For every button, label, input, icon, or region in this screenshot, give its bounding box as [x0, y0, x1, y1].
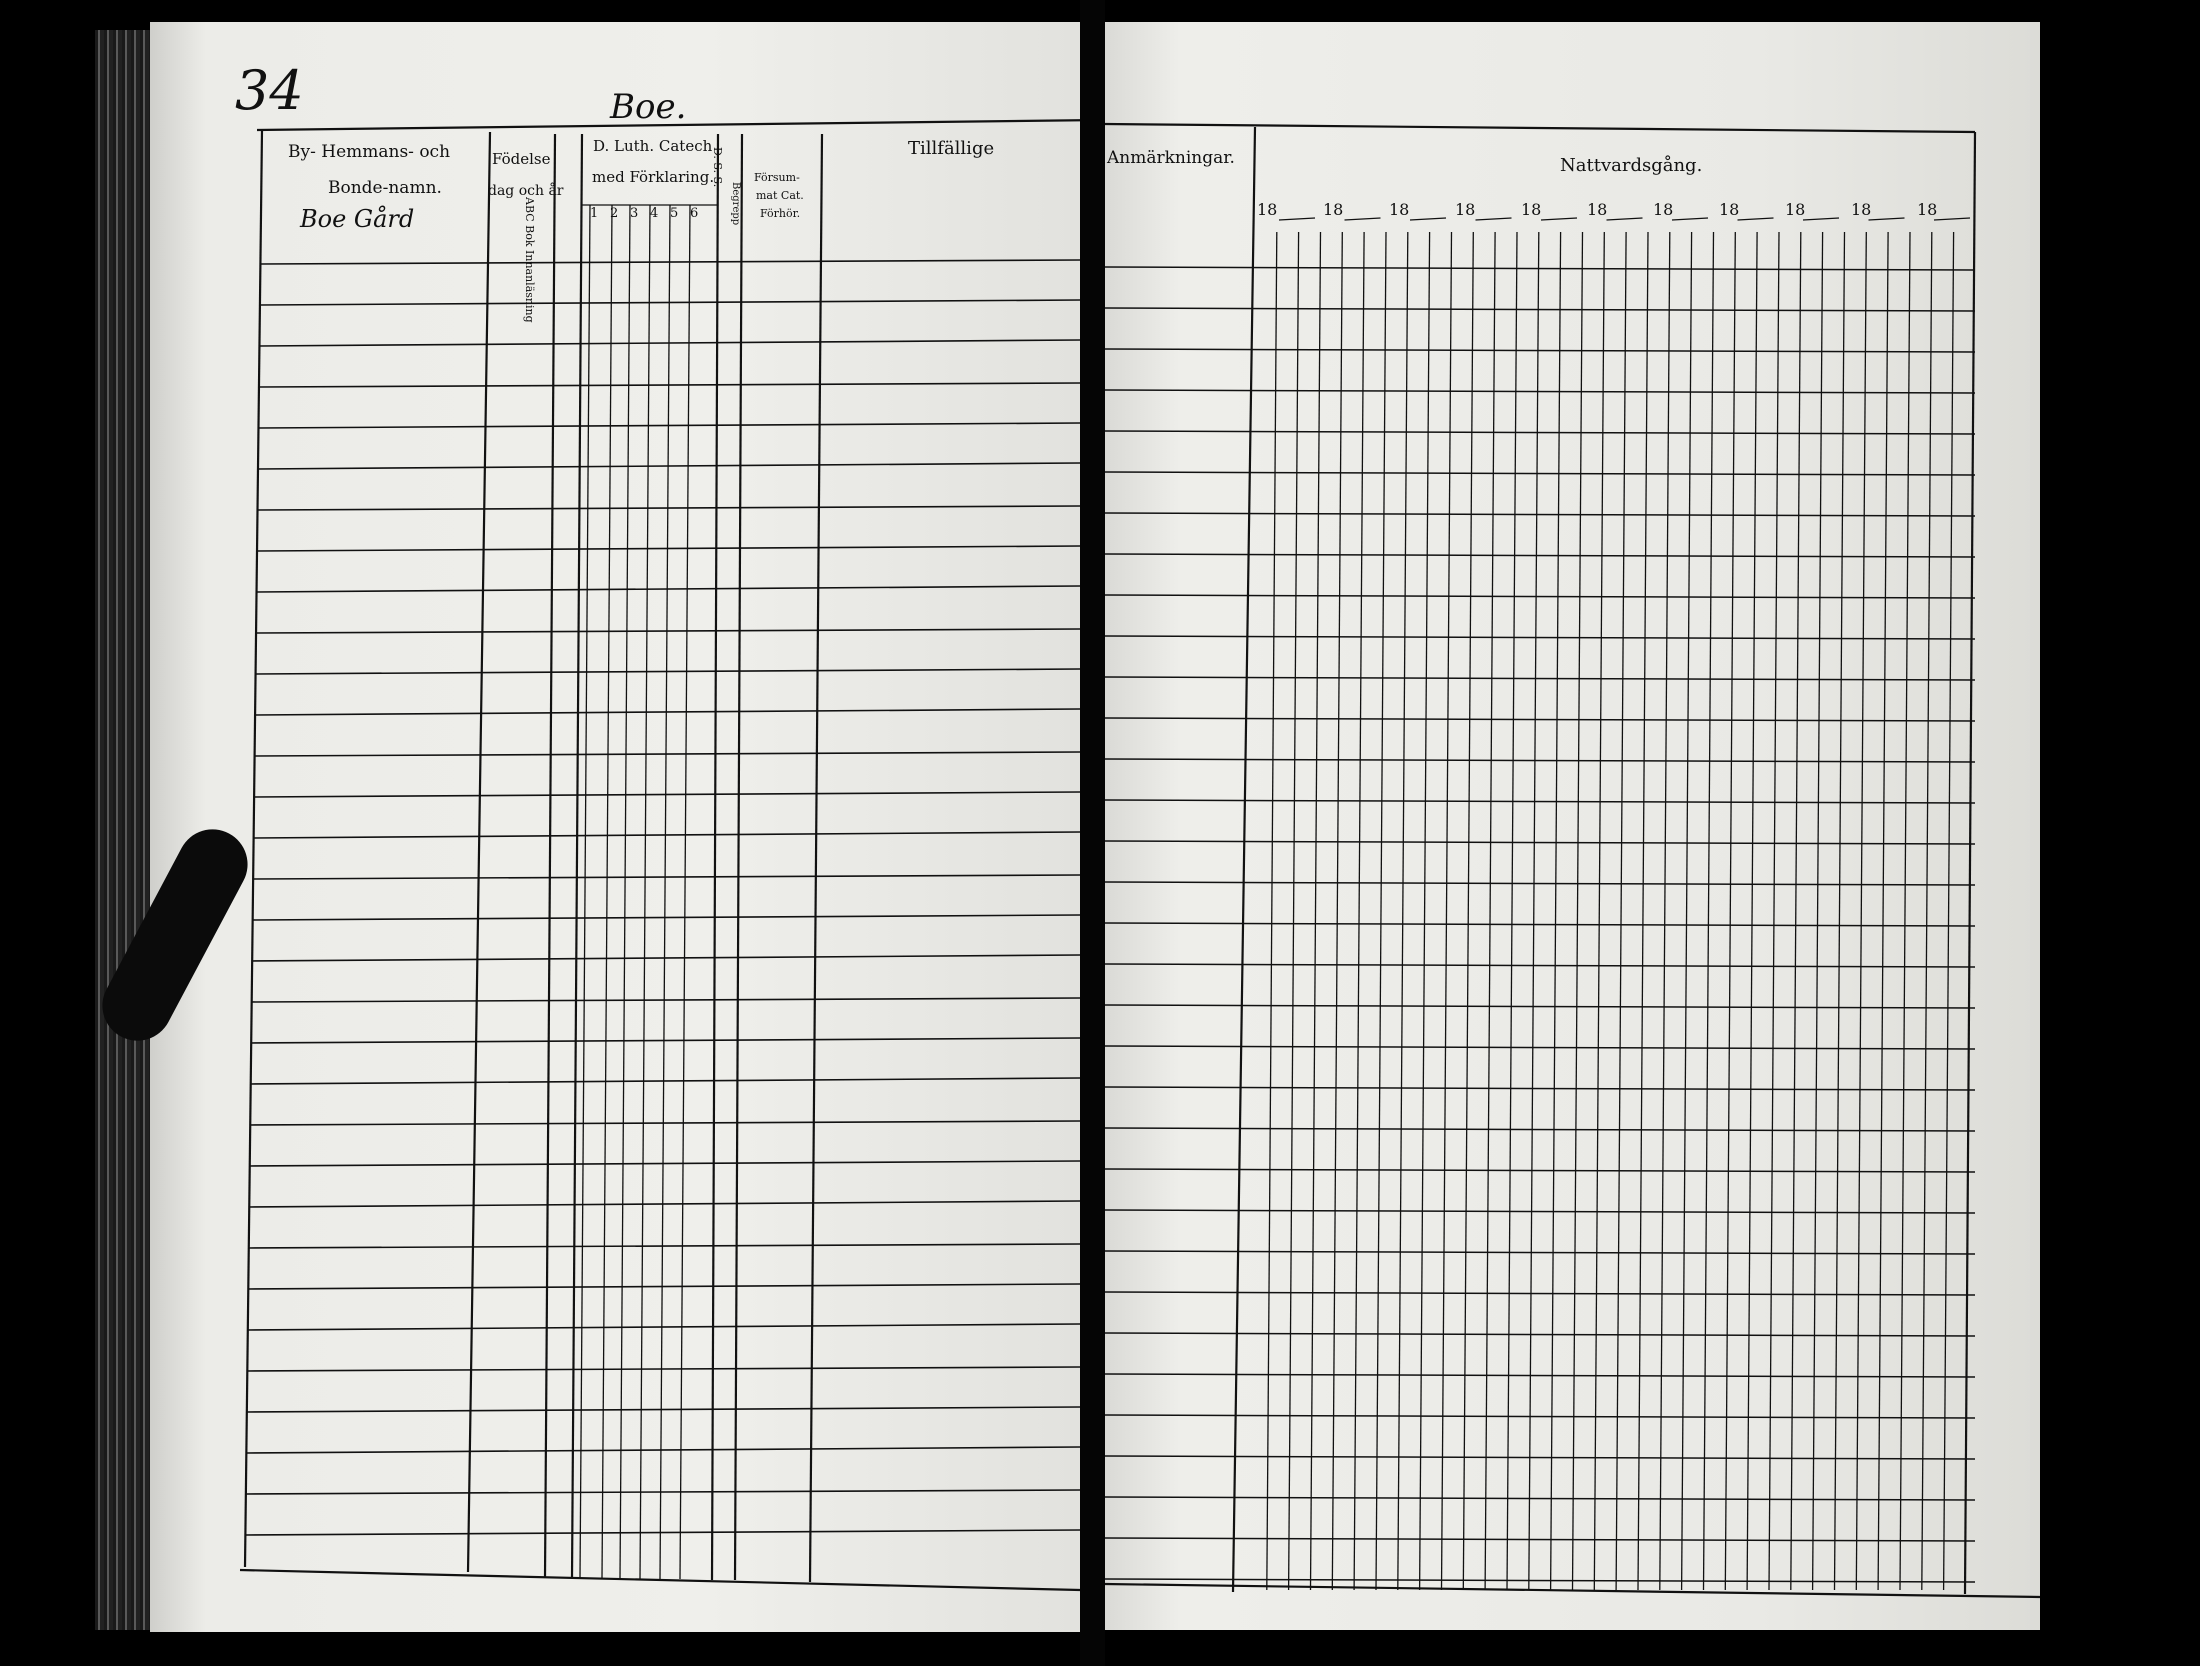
ruled-line — [1105, 1128, 1975, 1131]
ruled-line — [249, 1244, 1080, 1248]
ruled-line — [255, 669, 1080, 674]
left-page — [150, 22, 1080, 1632]
year-header-row — [1255, 202, 1975, 226]
ruled-line — [1105, 1292, 1975, 1295]
book-spine — [1080, 0, 1105, 1666]
ruled-line — [1105, 636, 1975, 639]
ruled-line — [1105, 595, 1975, 598]
header-birth-line2: dag och år — [488, 183, 564, 199]
ruled-line — [1105, 390, 1975, 393]
ruled-line — [256, 629, 1080, 633]
catech-number: 4 — [650, 206, 659, 221]
ruled-line — [1398, 232, 1408, 1590]
ruled-line — [1105, 882, 1975, 885]
catech-number: 5 — [670, 206, 679, 221]
left-ruled-grid — [150, 22, 1080, 1632]
ruled-line — [247, 1367, 1080, 1371]
ruled-line — [1704, 232, 1714, 1590]
year-prefix: 18 — [1389, 200, 1410, 219]
ruled-line — [1856, 232, 1866, 1590]
header-forsum-line1: Försum- — [754, 171, 800, 184]
ruled-line — [254, 752, 1080, 756]
ruled-line — [1105, 759, 1975, 762]
year-prefix: 18 — [1719, 200, 1740, 219]
ruled-line — [252, 998, 1080, 1002]
ruled-line — [246, 1447, 1080, 1453]
ruled-line — [253, 875, 1080, 879]
header-name-line1: By- Hemmans- och — [288, 142, 451, 162]
ruled-line — [1442, 232, 1452, 1590]
ruled-line — [256, 586, 1080, 592]
ruled-line — [248, 1324, 1080, 1330]
ruled-line — [248, 1284, 1080, 1289]
ruled-line — [1105, 1005, 1975, 1008]
ruled-line — [1289, 232, 1299, 1590]
ruled-line — [1105, 1169, 1975, 1172]
ruled-line — [1900, 232, 1910, 1590]
header-birth-line1: Födelse — [492, 150, 551, 168]
ruled-line — [245, 1530, 1080, 1535]
year-prefix: 18 — [1917, 200, 1938, 219]
header-tillfallige: Tillfällige — [908, 138, 995, 159]
ruled-line — [1105, 349, 1975, 352]
ruled-line — [1551, 232, 1561, 1590]
ruled-line — [258, 423, 1080, 428]
ruled-line — [1529, 232, 1539, 1590]
ruled-line — [1105, 800, 1975, 803]
year-prefix: 18 — [1587, 200, 1608, 219]
ruled-line — [1332, 232, 1342, 1590]
ruled-line — [252, 955, 1080, 961]
ruled-line — [1105, 554, 1975, 557]
ruled-line — [1105, 718, 1975, 721]
header-begrepp: Begrepp — [730, 182, 741, 226]
ruled-line — [1105, 1087, 1975, 1090]
ruled-line — [1376, 232, 1386, 1590]
ruled-line — [257, 506, 1080, 510]
ruled-line — [247, 1407, 1080, 1412]
ruled-line — [1311, 232, 1321, 1590]
ruled-line — [1485, 232, 1495, 1590]
ruled-line — [255, 709, 1080, 715]
ruled-line — [1420, 232, 1430, 1590]
year-prefix: 18 — [1455, 200, 1476, 219]
page-number: 34 — [235, 59, 304, 122]
header-name-line2: Bonde-namn. — [328, 178, 442, 198]
right-page — [1105, 22, 2040, 1630]
ruled-line — [249, 1201, 1080, 1207]
year-prefix: 18 — [1785, 200, 1806, 219]
ruled-line — [1725, 232, 1735, 1590]
header-anmarkningar: Anmärkningar. — [1107, 148, 1235, 168]
ruled-line — [1105, 1538, 1975, 1541]
year-prefix: 18 — [1851, 200, 1872, 219]
ruled-line — [259, 340, 1080, 346]
ruled-line — [1573, 232, 1583, 1590]
ruled-line — [1463, 232, 1473, 1590]
ruled-line — [251, 1038, 1080, 1043]
ruled-line — [1105, 964, 1975, 967]
ruled-line — [1105, 1251, 1975, 1254]
right-ruled-grid — [1105, 22, 2040, 1630]
ruled-line — [258, 463, 1080, 469]
ruled-line — [1944, 232, 1954, 1590]
ruled-line — [251, 1078, 1080, 1084]
ruled-line — [253, 915, 1080, 920]
ruled-line — [1638, 232, 1648, 1590]
ruled-line — [1105, 513, 1975, 516]
ruled-line — [1105, 677, 1975, 680]
ruled-line — [1354, 232, 1364, 1590]
farm-entry: Boe Gård — [300, 205, 415, 233]
ruled-line — [1105, 431, 1975, 434]
ruled-line — [1747, 232, 1757, 1590]
ruled-line — [1660, 232, 1670, 1590]
catech-number: 6 — [690, 206, 699, 221]
ruled-line — [1682, 232, 1692, 1590]
ruled-line — [1105, 1579, 1975, 1582]
catech-number-row — [588, 207, 718, 227]
header-abc: ABC Bok Innanläsning — [523, 197, 536, 323]
ruled-line — [1105, 1333, 1975, 1336]
ruled-line — [1105, 472, 1975, 475]
header-catech-line1: D. Luth. Catech — [593, 137, 713, 155]
year-prefix: 18 — [1323, 200, 1344, 219]
ruled-line — [1105, 923, 1975, 926]
ruled-line — [254, 832, 1080, 838]
ruled-line — [246, 1490, 1080, 1494]
book-edge — [95, 30, 150, 1630]
ruled-line — [1878, 232, 1888, 1590]
header-forsum-line3: Förhör. — [760, 207, 801, 220]
ruled-line — [1267, 232, 1277, 1590]
ruled-line — [259, 383, 1080, 387]
ruled-line — [1791, 232, 1801, 1590]
ruled-line — [1105, 841, 1975, 844]
header-forsum-line2: mat Cat. — [756, 189, 804, 202]
catech-number: 3 — [630, 206, 639, 221]
header-nattvardsgang: Nattvardsgång. — [1560, 155, 1703, 176]
ruled-line — [257, 546, 1080, 551]
ruled-line — [1105, 1210, 1975, 1213]
ruled-line — [254, 792, 1080, 797]
village-name: Boe. — [610, 87, 687, 127]
ruled-line — [1922, 232, 1932, 1590]
ruled-line — [1616, 232, 1626, 1590]
ruled-line — [1813, 232, 1823, 1590]
ruled-line — [1835, 232, 1845, 1590]
ruled-line — [1594, 232, 1604, 1590]
year-prefix: 18 — [1257, 200, 1278, 219]
ruled-line — [250, 1121, 1080, 1125]
header-catech-line2: med Förklaring. — [592, 168, 715, 186]
ruled-line — [1507, 232, 1517, 1590]
year-prefix: 18 — [1653, 200, 1674, 219]
ruled-line — [1769, 232, 1779, 1590]
header-ds: D. S. S. — [711, 147, 724, 188]
ruled-line — [250, 1161, 1080, 1166]
ruled-line — [1105, 1046, 1975, 1049]
year-prefix: 18 — [1521, 200, 1542, 219]
catech-number: 1 — [590, 206, 599, 221]
catech-number: 2 — [610, 206, 619, 221]
